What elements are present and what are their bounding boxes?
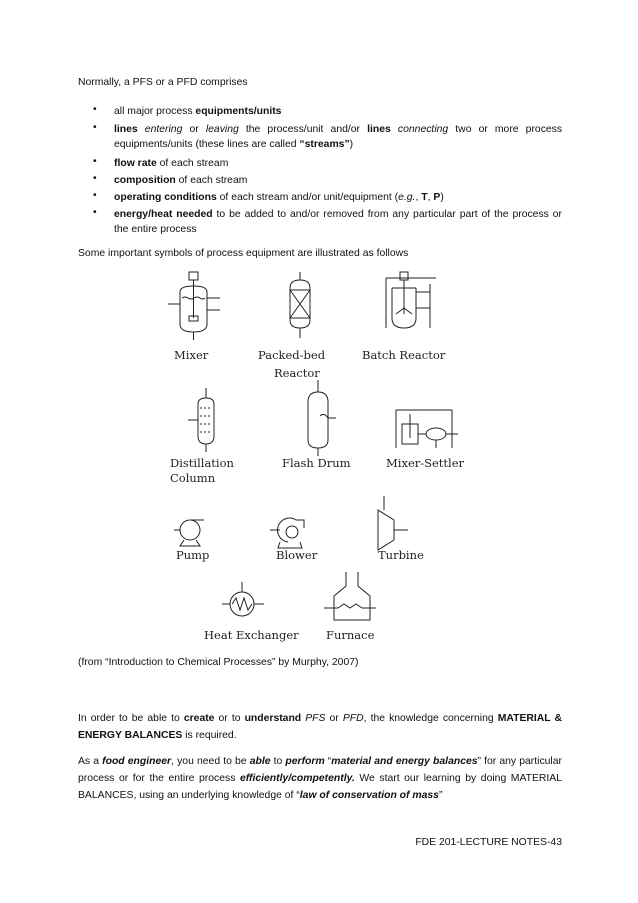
turbine-icon <box>378 496 408 550</box>
symbol-label-packed-bed-1: Packed-bed <box>258 348 326 362</box>
furnace-icon <box>324 572 376 620</box>
paragraph-material-energy: In order to be able to create or to understand PFS or PFD, the knowledge concerning MATERIAL & ENERGY BALANCES is required. <box>78 713 563 741</box>
blower-icon <box>270 518 304 548</box>
bullet-glyph: • <box>93 190 97 201</box>
paragraph-food-engineer: As a food engineer, you need to be able to perform “material and energy balances” for any particular process or for the entire process efficiently/competently. We start our learning by doing MATERIAL BALANCES, using an underlying knowledge of “law of conservation of mass” <box>78 756 562 801</box>
symbol-label-turbine: Turbine <box>378 548 424 562</box>
intro-text: Normally, a PFS or a PFD comprises <box>78 77 248 88</box>
symbol-label-furnace: Furnace <box>326 628 375 642</box>
bullet-item-units: all major process equipments/units <box>114 106 282 117</box>
equipment-symbols-figure <box>160 268 480 646</box>
citation: (from “Introduction to Chemical Processes” by Murphy, 2007) <box>78 657 359 668</box>
symbol-label-distillation-2: Column <box>170 471 216 485</box>
symbol-label-batch-reactor: Batch Reactor <box>362 348 446 362</box>
bullet-glyph: • <box>93 207 97 218</box>
pump-icon <box>174 520 204 546</box>
bullet-glyph: • <box>93 156 97 167</box>
symbol-label-blower: Blower <box>276 548 318 562</box>
bullet-item-energy: energy/heat needed to be added to and/or removed from any particular part of the process or the entire process <box>114 209 562 235</box>
bullet-glyph: • <box>93 173 97 184</box>
symbol-label-mixer-settler: Mixer-Settler <box>386 456 465 470</box>
symbol-label-heat-exchanger: Heat Exchanger <box>204 628 299 642</box>
symbol-label-mixer: Mixer <box>174 348 209 362</box>
bullet-item-operating-conditions: operating conditions of each stream and/or unit/equipment (e.g., T, P) <box>114 192 444 203</box>
batch-reactor-icon <box>386 272 436 328</box>
page-footer: FDE 201-LECTURE NOTES-43 <box>415 837 562 848</box>
bullet-item-lines: lines entering or leaving the process/unit and/or lines connecting two or more process equipments/units (these lines are called “streams”) <box>114 124 563 150</box>
mixer-settler-icon <box>396 410 458 448</box>
distillation-column-icon <box>188 388 214 452</box>
symbols-intro-text: Some important symbols of process equipment are illustrated as follows <box>78 248 409 259</box>
packed-bed-reactor-icon <box>290 272 310 338</box>
bullet-item-composition: composition of each stream <box>114 175 248 186</box>
bullet-glyph: • <box>93 104 97 115</box>
mixer-icon <box>168 272 220 340</box>
heat-exchanger-icon <box>222 582 264 616</box>
bullet-item-flow-rate: flow rate of each stream <box>114 158 229 169</box>
flash-drum-icon <box>308 380 336 456</box>
symbol-label-flash-drum: Flash Drum <box>282 456 351 470</box>
symbol-label-packed-bed-2: Reactor <box>274 366 320 380</box>
symbol-label-pump: Pump <box>176 548 210 562</box>
bullet-glyph: • <box>93 122 97 133</box>
symbol-label-distillation-1: Distillation <box>170 456 234 470</box>
